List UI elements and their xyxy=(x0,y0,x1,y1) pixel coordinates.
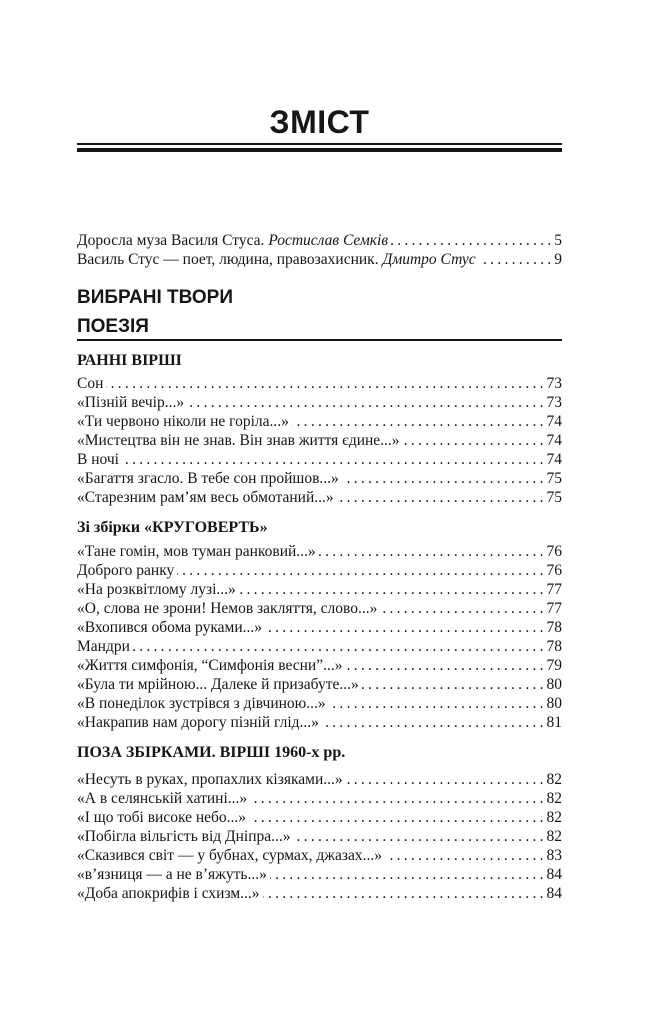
dot-leader xyxy=(346,770,544,789)
toc-entry[interactable] xyxy=(77,450,562,469)
toc-entry[interactable] xyxy=(77,580,562,599)
dot-leader xyxy=(294,827,544,846)
part-title: ВИБРАНІ ТВОРИ xyxy=(77,287,233,308)
dot-leader xyxy=(362,675,544,694)
genre-rule xyxy=(77,339,562,341)
title-rule-thin xyxy=(77,143,562,145)
entry-title: «Тане гомін, мов туман ранковий...» xyxy=(77,543,316,560)
page-number: 82 xyxy=(546,828,562,845)
entry-title: «Вхопився обома руками...» xyxy=(77,619,262,636)
toc-entry[interactable] xyxy=(77,827,562,846)
toc-entry[interactable] xyxy=(77,846,562,865)
entry-title: «І що тобі високе небо...» xyxy=(77,809,247,826)
entry-title: «Накрапив нам дорогу пізній глід...» xyxy=(77,714,319,731)
toc-entry-intro[interactable] xyxy=(77,231,562,250)
page-number: 79 xyxy=(546,657,562,674)
dot-leader xyxy=(385,846,544,865)
dot-leader xyxy=(263,884,544,903)
page-number: 74 xyxy=(546,413,562,430)
entry-title: Сон xyxy=(77,375,104,392)
dot-leader xyxy=(403,431,544,450)
page-number: 75 xyxy=(546,470,562,487)
dot-leader xyxy=(292,412,544,431)
entry-title: Мандри xyxy=(77,638,130,655)
toc-entry[interactable] xyxy=(77,431,562,450)
dot-leader xyxy=(329,694,544,713)
entry-title: «На розквітлому лузі...» xyxy=(77,581,236,598)
dot-leader xyxy=(249,808,543,827)
dot-leader xyxy=(479,250,552,269)
entry-title: В ночі xyxy=(77,451,119,468)
title-rule-thick xyxy=(77,148,562,152)
toc-entry[interactable] xyxy=(77,374,562,393)
section-heading: РАННІ ВІРШІ xyxy=(77,352,182,369)
dot-leader xyxy=(177,561,543,580)
page-number: 5 xyxy=(554,232,562,249)
page-number: 84 xyxy=(546,866,562,883)
dot-leader xyxy=(391,231,551,250)
page-number: 84 xyxy=(546,885,562,902)
entry-title: «В понеділок зустрівся з дівчиною...» xyxy=(77,695,326,712)
page-number: 80 xyxy=(546,695,562,712)
page-number: 82 xyxy=(546,809,562,826)
entry-title: «О, слова не зрони! Немов закляття, слово...» xyxy=(77,600,378,617)
dot-leader xyxy=(380,599,543,618)
toc-entry[interactable] xyxy=(77,488,562,507)
toc-entry[interactable] xyxy=(77,412,562,431)
dot-leader xyxy=(270,865,544,884)
entry-author: Дмитро Стус xyxy=(382,251,476,268)
entry-title: Доросла муза Василя Стуса. xyxy=(77,232,269,249)
toc-entry[interactable] xyxy=(77,599,562,618)
page-number: 76 xyxy=(546,543,562,560)
entry-title: «Життя симфонія, “Симфонія весни”...» xyxy=(77,657,343,674)
toc-entry[interactable] xyxy=(77,542,562,561)
page-number: 80 xyxy=(546,676,562,693)
entry-title: «А в селянській хатині...» xyxy=(77,790,248,807)
toc-entry[interactable] xyxy=(77,884,562,903)
toc-entry-intro[interactable] xyxy=(77,250,562,269)
toc-entry[interactable] xyxy=(77,694,562,713)
dot-leader xyxy=(187,393,543,412)
entry-title: «Доба апокрифів і схизм...» xyxy=(77,885,260,902)
dot-leader xyxy=(106,374,543,393)
dot-leader xyxy=(122,450,544,469)
section-heading: ПОЗА ЗБІРКАМИ. ВІРШІ 1960-х рр. xyxy=(77,744,346,761)
entry-title: «в’язниця — а не в’яжуть...» xyxy=(77,866,267,883)
toc-entry[interactable] xyxy=(77,713,562,732)
page-number: 82 xyxy=(546,771,562,788)
page-number: 83 xyxy=(546,847,562,864)
entry-title: «Багаття згасло. В тебе сон пройшов...» xyxy=(77,470,339,487)
page-number: 75 xyxy=(546,489,562,506)
dot-leader xyxy=(337,488,544,507)
page-number: 77 xyxy=(546,600,562,617)
entry-title: «Мистецтва він не знав. Він знав життя єдине...» xyxy=(77,432,400,449)
entry-title: «Була ти мрійною... Далеке й призабуте...» xyxy=(77,676,359,693)
toc-entry[interactable] xyxy=(77,865,562,884)
page-number: 74 xyxy=(546,451,562,468)
page-number: 73 xyxy=(546,394,562,411)
page-number: 81 xyxy=(546,714,562,731)
page-number: 74 xyxy=(546,432,562,449)
page-number: 77 xyxy=(546,581,562,598)
dot-leader xyxy=(342,469,544,488)
entry-title: «Побігла вільгість від Дніпра...» xyxy=(77,828,291,845)
toc-entry[interactable] xyxy=(77,656,562,675)
page-number: 76 xyxy=(546,562,562,579)
dot-leader xyxy=(133,637,544,656)
toc-entry[interactable] xyxy=(77,469,562,488)
entry-title: «Сказився світ — у бубнах, сурмах, джазах...» xyxy=(77,847,382,864)
entry-title: Доброго ранку xyxy=(77,562,175,579)
dot-leader xyxy=(345,656,543,675)
genre-title: ПОЕЗІЯ xyxy=(77,316,149,337)
entry-author: Ростислав Семків xyxy=(268,232,389,249)
entry-title: «Ти червоно ніколи не горіла...» xyxy=(77,413,289,430)
entry-title: Василь Стус — поет, людина, правозахисник. xyxy=(77,251,383,268)
toc-entry[interactable] xyxy=(77,675,562,694)
page-number: 78 xyxy=(546,619,562,636)
entry-title: «Старезним рам’ям весь обмотаний...» xyxy=(77,489,334,506)
toc-entry[interactable] xyxy=(77,393,562,412)
toc-entry[interactable] xyxy=(77,808,562,827)
page-number: 73 xyxy=(546,375,562,392)
toc-entry[interactable] xyxy=(77,637,562,656)
dot-leader xyxy=(322,713,544,732)
entry-title: «Несуть в руках, пропахлих кізяками...» xyxy=(77,771,343,788)
page-number: 82 xyxy=(546,790,562,807)
toc-entry[interactable] xyxy=(77,789,562,808)
page-number: 9 xyxy=(554,251,562,268)
entry-title: «Пізній вечір...» xyxy=(77,394,185,411)
dot-leader xyxy=(250,789,543,808)
page-number: 78 xyxy=(546,638,562,655)
page-title: ЗМІСТ xyxy=(269,104,370,140)
toc-entry[interactable] xyxy=(77,770,562,789)
toc-entry[interactable] xyxy=(77,618,562,637)
dot-leader xyxy=(265,618,544,637)
dot-leader xyxy=(319,542,544,561)
dot-leader xyxy=(239,580,544,599)
toc-entry[interactable] xyxy=(77,561,562,580)
section-heading: Зі збірки «КРУГОВЕРТЬ» xyxy=(77,519,268,536)
